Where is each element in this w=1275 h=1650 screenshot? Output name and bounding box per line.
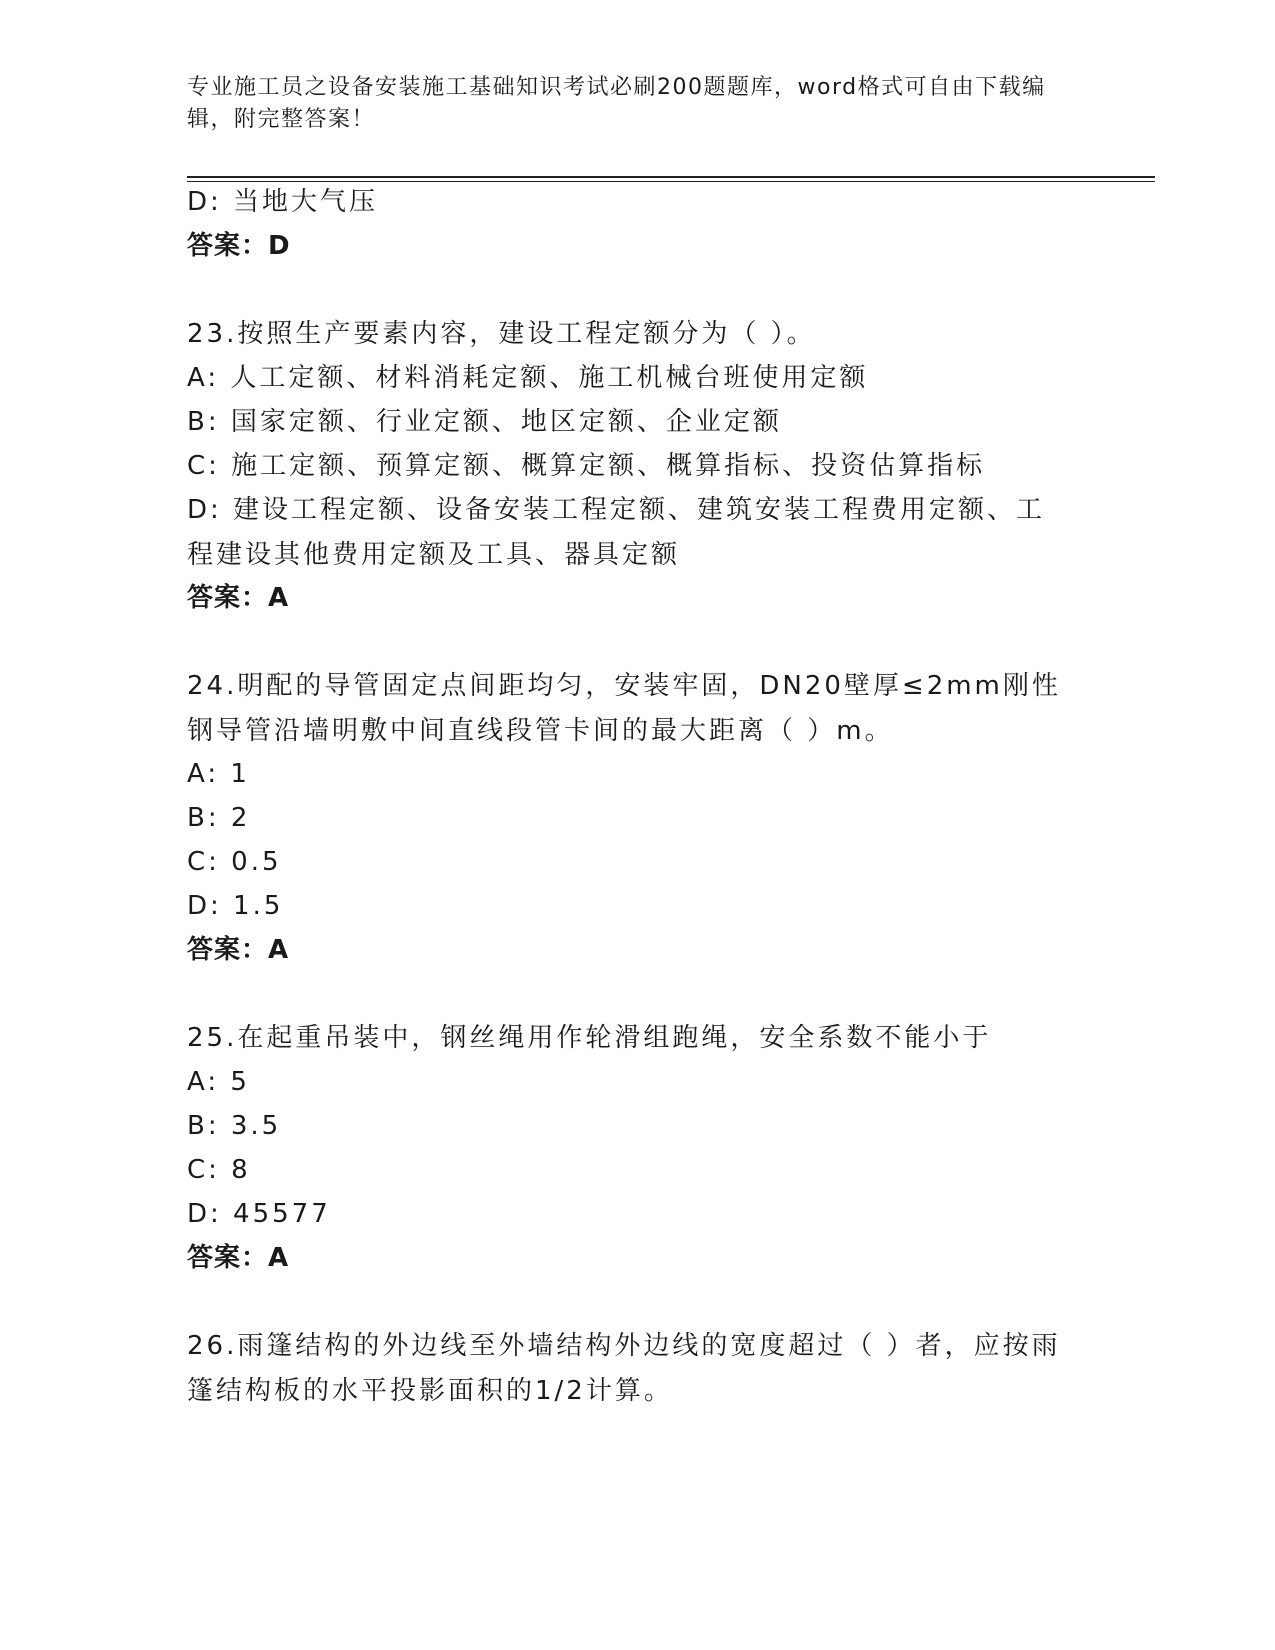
q24-option-c: C: 0.5 — [187, 847, 282, 877]
q25-option-a: A: 5 — [187, 1067, 250, 1097]
q23-question: 23.按照生产要素内容，建设工程定额分为（ ）。 — [187, 319, 816, 349]
q24-question: 24.明配的导管固定点间距均匀，安装牢固，DN20壁厚≤2mm刚性钢导管沿墙明敷中间直线段管卡间的最大距离（ ）m。 — [187, 671, 1061, 746]
q25-option-d: D: 45577 — [187, 1199, 331, 1229]
q24-answer: 答案：A — [187, 935, 290, 965]
q25-option-b: B: 3.5 — [187, 1111, 282, 1141]
q22-answer: 答案：D — [187, 231, 291, 261]
document-header: 专业施工员之设备安装施工基础知识考试必刷200题题库，word格式可自由下载编辑，附完整答案！ — [187, 75, 1046, 132]
q23-answer: 答案：A — [187, 583, 290, 613]
q23-option-a: A: 人工定额、材料消耗定额、施工机械台班使用定额 — [187, 363, 869, 393]
q25-question: 25.在起重吊装中，钢丝绳用作轮滑组跑绳，安全系数不能小于 — [187, 1023, 992, 1053]
q23-option-c: C: 施工定额、预算定额、概算定额、概算指标、投资估算指标 — [187, 451, 986, 481]
q24-option-b: B: 2 — [187, 803, 251, 833]
q22-option-d: D: 当地大气压 — [187, 187, 379, 217]
q23-option-d: D: 建设工程定额、设备安装工程定额、建筑安装工程费用定额、工程建设其他费用定额及工具、器具定额 — [187, 495, 1046, 570]
header-divider — [187, 176, 1155, 178]
q24-option-a: A: 1 — [187, 759, 250, 789]
q23-option-b: B: 国家定额、行业定额、地区定额、企业定额 — [187, 407, 782, 437]
q24-option-d: D: 1.5 — [187, 891, 284, 921]
q26-question: 26.雨篷结构的外边线至外墙结构外边线的宽度超过（ ）者，应按雨篷结构板的水平投影面积的1/2计算。 — [187, 1331, 1061, 1406]
q25-answer: 答案：A — [187, 1243, 290, 1273]
q25-option-c: C: 8 — [187, 1155, 251, 1185]
